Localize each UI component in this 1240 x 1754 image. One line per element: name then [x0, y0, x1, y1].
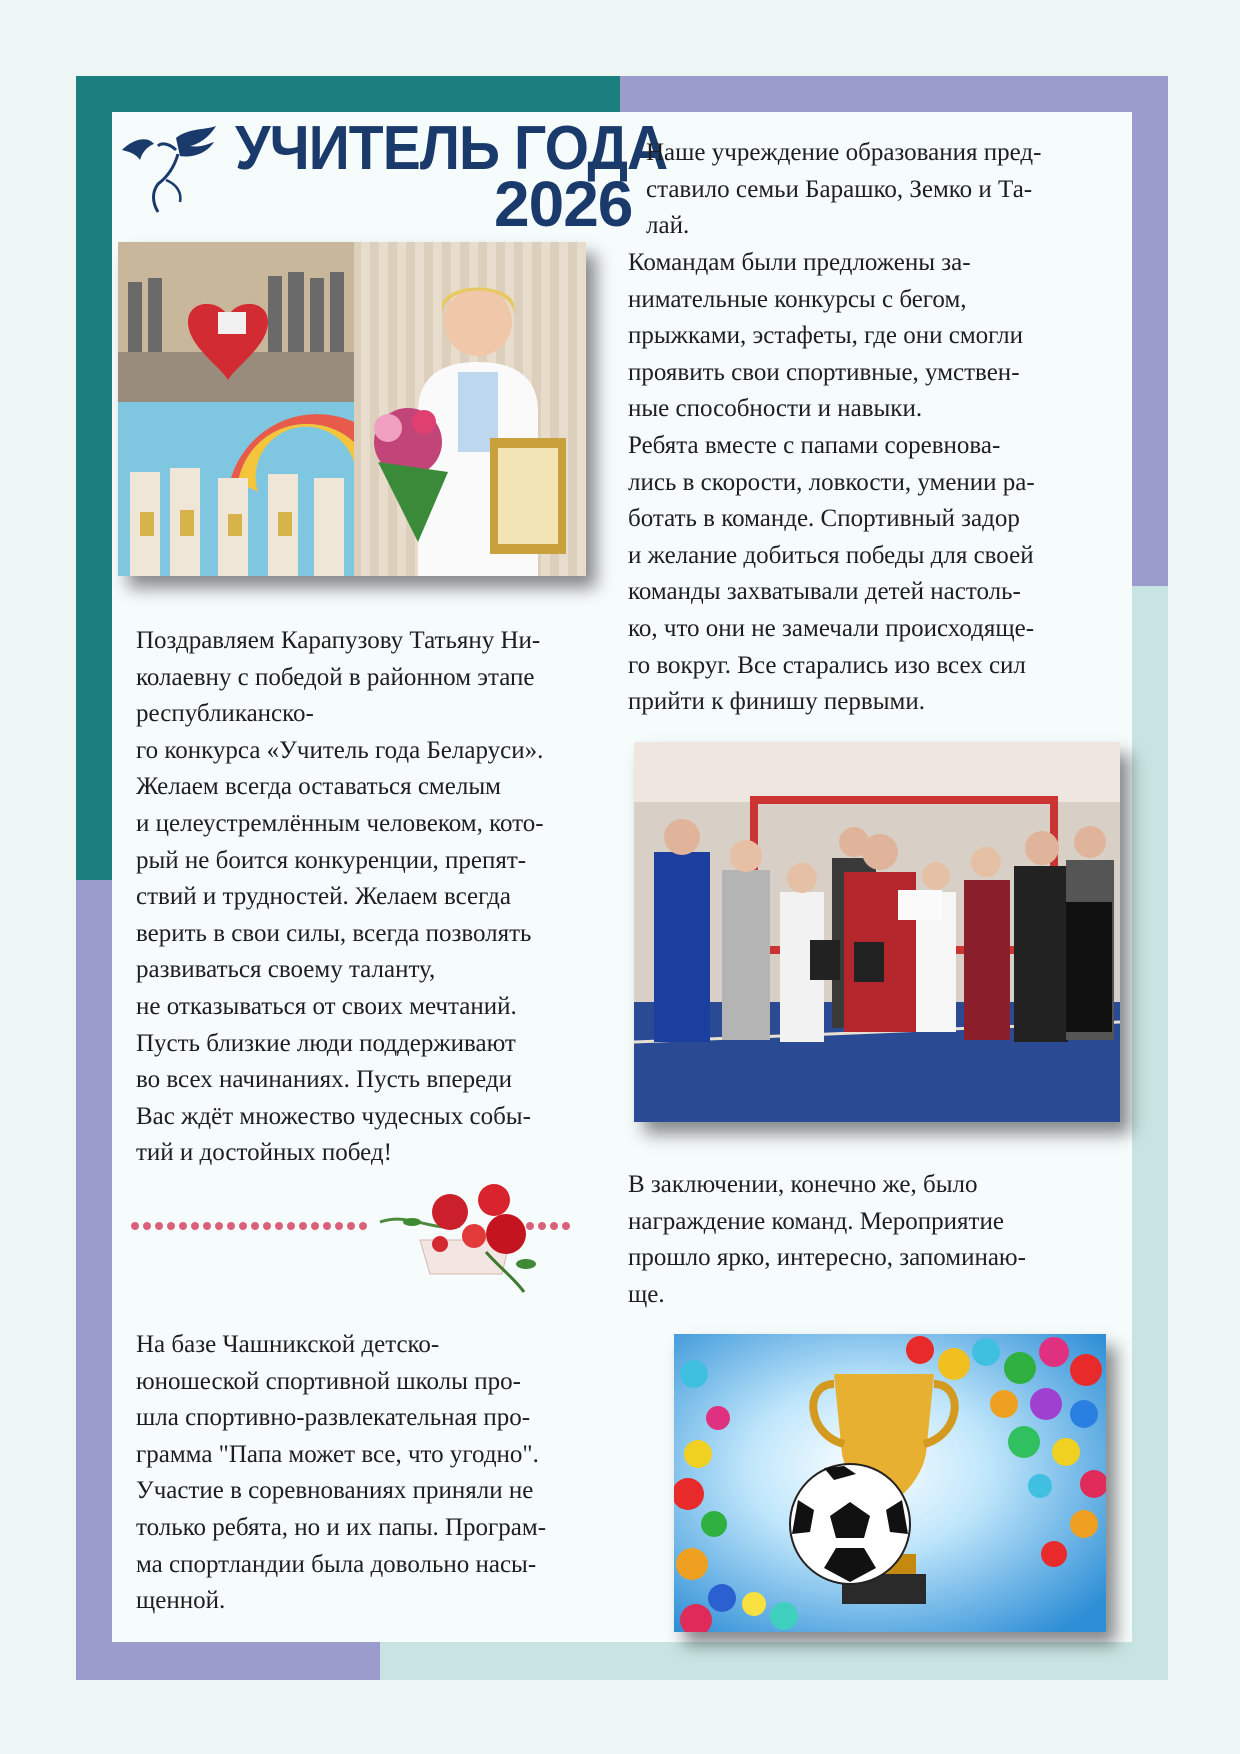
frame-mint-right — [1132, 586, 1168, 1680]
families-text: Наше учреждение образования пред- ставило семьи Барашко, Земко и Та- лай. — [646, 139, 1042, 240]
frame-mint-bottom — [380, 1642, 1168, 1680]
page-year: 2026 — [494, 168, 633, 240]
congrats-text: Поздравляем Карапузову Татьяну Ни- колаевну с победой в районном этапе республиканско- го конкурса «Учитель года Беларуси». Желаем всегда оставаться смелым и целеустремлённым человеком, кото- рый не боится конкуренции, препят- ствий и трудностей. Желаем всегда верить в свои силы, всегда позволять развиваться своему таланту, не отказываться от своих мечтаний. Пусть близкие люди поддерживают во всех начинаниях. Пусть впереди Вас ждёт множество чудесных собы- тий и достойных побед! — [136, 627, 544, 1167]
sport-intro-text: На базе Чашникской детско- юношеской спортивной школы про- шла спортивно-развлекательная про- грамма "Папа может все, что угодно". Участие в соревнованиях приняли не только ребята, но и их папы. Програм- ма спортландии была довольно насы- щенной. — [136, 1331, 547, 1615]
page-title: УЧИТЕЛЬ ГОДА — [235, 114, 668, 183]
frame-lavender-left — [76, 880, 112, 1680]
frame-teal-left — [76, 76, 112, 956]
teacher-award-collage — [118, 242, 586, 576]
crane-birds-icon — [118, 120, 222, 216]
families-team-photo — [634, 742, 1120, 1122]
conclusion-text: В заключении, конечно же, было награждение команд. Мероприятие прошло ярко, интересно, запоминаю- ще. — [628, 1171, 1026, 1308]
roses-divider — [130, 1182, 580, 1298]
contests-text: Командам были предложены за- нимательные конкурсы с бегом, прыжками, эстафеты, где они смогли проявить свои спортивные, умствен- ные способности и навыки. Ребята вместе с папами соревнова- лись в скорости, ловкости, умении ра- ботать в команде. Спортивный задор и желание добиться победы для своей команды захватывали детей настоль- ко, что они не замечали происходяще- го вокруг. Все старались изо всех сил прийти к финишу первыми. — [628, 249, 1035, 716]
frame-lavender-top — [620, 76, 1168, 112]
trophy-ball-balloons — [674, 1334, 1106, 1632]
frame-lavender-right — [1132, 76, 1168, 586]
